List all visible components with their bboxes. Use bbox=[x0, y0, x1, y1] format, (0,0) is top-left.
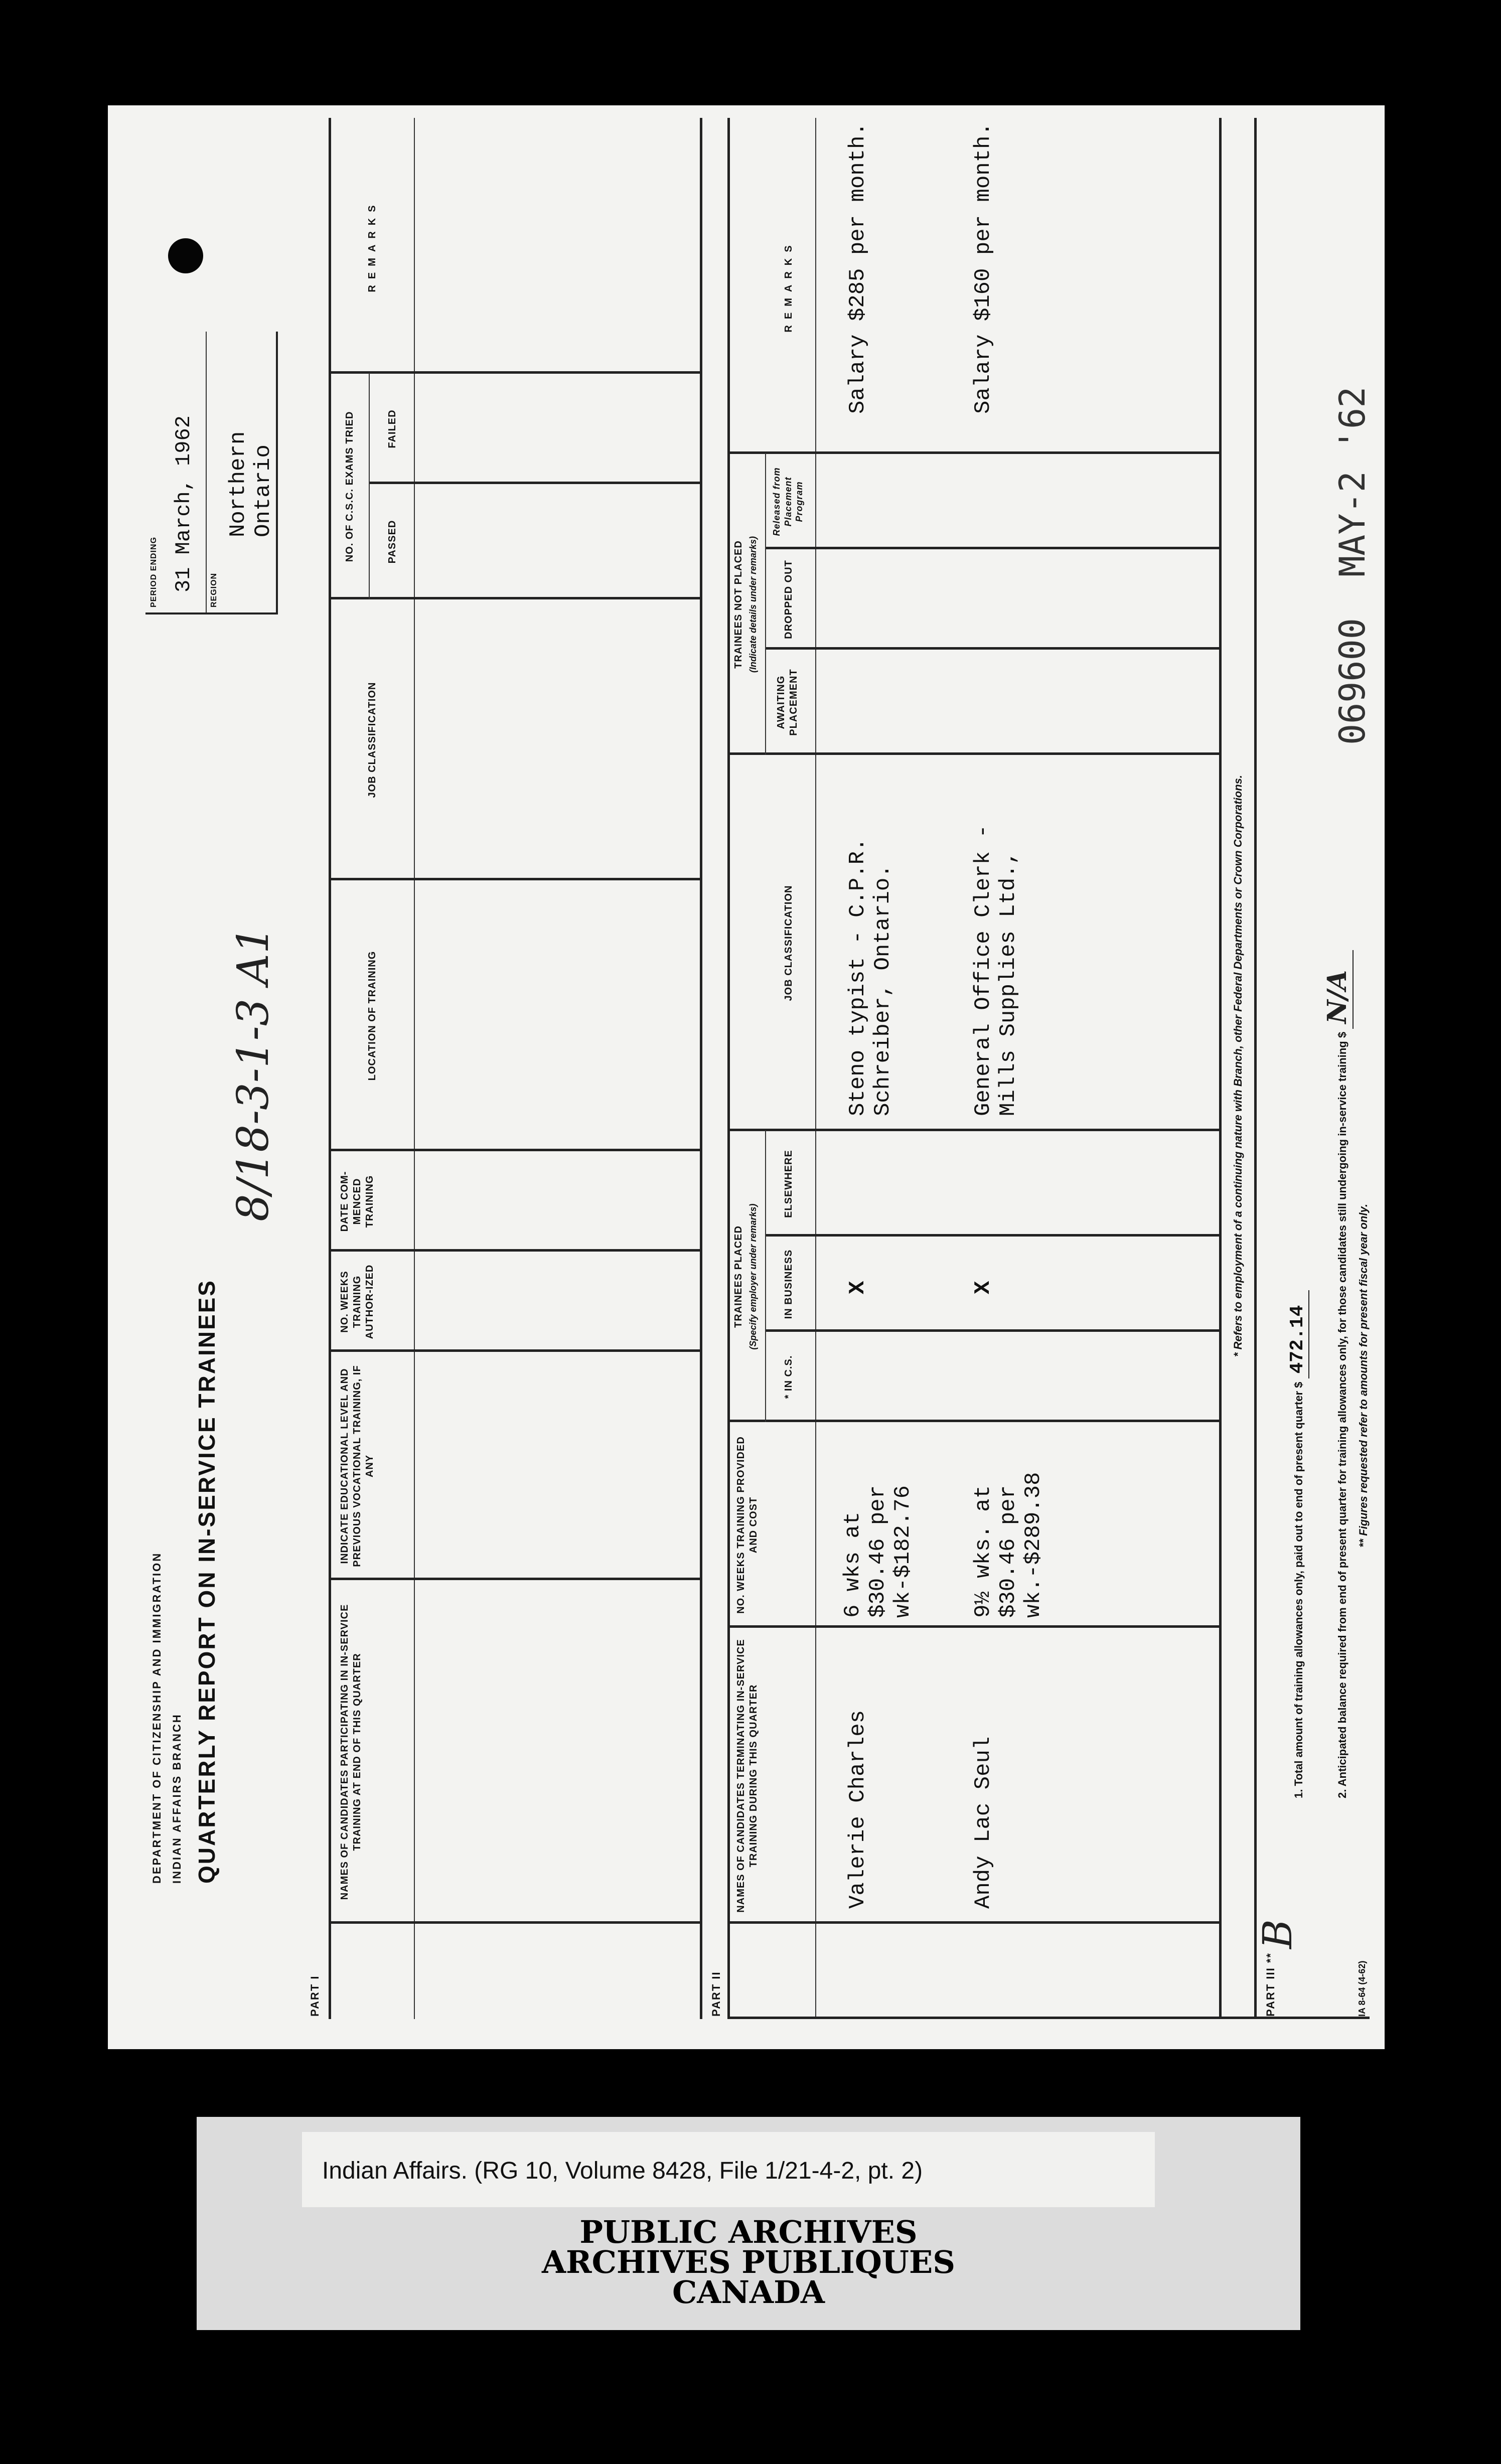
anticipated-balance-value: N/A bbox=[1322, 950, 1354, 1029]
part3-line1-text: 1. Total amount of training allowances only, paid out to end of present quarter $ bbox=[1292, 1381, 1305, 1798]
part1-date-header: DATE COM-MENCED TRAINING bbox=[339, 1171, 375, 1232]
trainee-name: Valerie Charles bbox=[845, 1710, 870, 1909]
file-annotation: 8/18-3-1-3 A1 bbox=[228, 926, 278, 1221]
part1-passed-header: PASSED bbox=[387, 520, 398, 564]
part2-in-business-header: IN BUSINESS bbox=[783, 1249, 794, 1319]
branch-name: INDIAN AFFAIRS BRANCH bbox=[171, 1713, 183, 1884]
part2-weeks-header: NO. WEEKS TRAINING PROVIDED AND COST bbox=[735, 1436, 759, 1614]
weeks-cost-line: wk-$182.76 bbox=[890, 1485, 916, 1618]
part2-dropped-header: DROPPED OUT bbox=[783, 560, 794, 639]
report-sheet bbox=[108, 105, 1385, 2049]
part1-weeks-header: NO. WEEKS TRAINING AUTHOR-IZED bbox=[339, 1264, 375, 1339]
part2-not-placed-header: TRAINEES NOT PLACED bbox=[733, 540, 744, 669]
in-business-mark: X bbox=[971, 1281, 996, 1294]
weeks-cost-line: 6 wks at bbox=[840, 1511, 865, 1618]
part2-label: PART II bbox=[710, 1971, 722, 2017]
in-business-mark: X bbox=[845, 1281, 870, 1294]
stamp-number: 069600 bbox=[1332, 618, 1373, 745]
part2-in-cs-header: * IN C.S. bbox=[783, 1355, 794, 1399]
part2-awaiting-header: AWAITING PLACEMENT bbox=[776, 669, 799, 736]
department-name: DEPARTMENT OF CITIZENSHIP AND IMMIGRATION bbox=[151, 1552, 163, 1884]
weeks-cost-line: wk.-$289.38 bbox=[1021, 1472, 1046, 1618]
part2-placed-header: TRAINEES PLACED bbox=[733, 1225, 744, 1328]
part2-job-header: JOB CLASSIFICATION bbox=[783, 885, 794, 1001]
received-stamp bbox=[1332, 387, 1373, 745]
part2-remarks-header: REMARKS bbox=[783, 239, 794, 333]
archives-line2: ARCHIVES PUBLIQUES bbox=[541, 2244, 956, 2280]
public-archives-stamp bbox=[197, 2214, 1300, 2311]
part2-not-placed-note: (Indicate details under remarks) bbox=[748, 536, 758, 673]
trainee-remarks: Salary $285 per month. bbox=[845, 122, 870, 414]
part2-elsewhere-header: ELSEWHERE bbox=[783, 1150, 794, 1218]
stamp-date: MAY-2 '62 bbox=[1332, 386, 1373, 577]
rotated-form bbox=[108, 105, 1385, 2049]
part1-names-header: NAMES OF CANDIDATES PARTICIPATING IN IN-SERVICE TRAINING AT END OF THIS QUARTER bbox=[339, 1604, 363, 1900]
trainee-job bbox=[971, 825, 1021, 1116]
trainee-job bbox=[845, 838, 895, 1117]
job-line: General Office Clerk - bbox=[971, 825, 996, 1116]
job-line: Mills Supplies Ltd., bbox=[996, 851, 1021, 1116]
part3-label: PART III ** bbox=[1264, 1952, 1277, 2017]
form-number: IA 8-64 (4-62) bbox=[1357, 1960, 1367, 2017]
period-ending-value: 31 March, 1962 bbox=[172, 415, 196, 592]
job-line: Schreiber, Ontario. bbox=[870, 864, 895, 1116]
part1-job-header: JOB CLASSIFICATION bbox=[367, 682, 378, 798]
trainee-weeks-cost bbox=[971, 1472, 1046, 1618]
region-label: REGION bbox=[210, 572, 218, 607]
weeks-cost-line: $30.46 per bbox=[865, 1485, 890, 1618]
trainee-weeks-cost bbox=[840, 1485, 916, 1618]
part1-remarks-header: REMARKS bbox=[367, 199, 378, 292]
part1-csc-header: NO. OF C.S.C. EXAMS TRIED bbox=[344, 411, 355, 562]
part1-failed-header: FAILED bbox=[387, 409, 398, 448]
trainee-remarks: Salary $160 per month. bbox=[971, 122, 996, 414]
part1-label: PART I bbox=[309, 1975, 321, 2017]
job-line: Steno typist - C.P.R. bbox=[845, 838, 870, 1116]
report-title: QUARTERLY REPORT ON IN-SERVICE TRAINEES bbox=[194, 1279, 220, 1884]
part1-education-header: INDICATE EDUCATIONAL LEVEL AND PREVIOUS VOCATIONAL TRAINING, IF ANY bbox=[339, 1365, 375, 1567]
region-value: Northern Ontario bbox=[226, 431, 276, 537]
archives-line1: PUBLIC ARCHIVES bbox=[579, 2214, 918, 2250]
punch-hole bbox=[168, 238, 203, 273]
part2-placed-note: (Specify employer under remarks) bbox=[748, 1203, 758, 1350]
part1-location-header: LOCATION OF TRAINING bbox=[367, 951, 378, 1081]
part3-note: ** Figures requested refer to amounts for present fiscal year only. bbox=[1357, 1203, 1370, 1548]
initial-mark: B bbox=[1254, 1919, 1301, 1949]
part2-released-header: Released from Placement Program bbox=[772, 467, 804, 536]
period-region-box bbox=[145, 332, 278, 614]
period-ending-label: PERIOD ENDING bbox=[149, 536, 158, 607]
weeks-cost-line: 9½ wks. at bbox=[971, 1485, 996, 1618]
archives-line3: CANADA bbox=[672, 2274, 825, 2311]
trainee-name: Andy Lac Seul bbox=[971, 1736, 996, 1909]
weeks-cost-line: $30.46 per bbox=[996, 1485, 1021, 1618]
part3-line1 bbox=[1287, 1290, 1308, 1798]
archive-reference-strip bbox=[302, 2132, 1155, 2207]
footnote: * Refers to employment of a continuing nature with Branch, other Federal Departments or Crown Corporations. bbox=[1232, 775, 1244, 1357]
archive-label-card bbox=[197, 2117, 1300, 2330]
archive-reference: Indian Affairs. (RG 10, Volume 8428, File 1/21-4-2, pt. 2) bbox=[322, 2158, 923, 2184]
part3-line2-text: 2. Anticipated balance required from end of present quarter for training allowances only, for those candidates still undergoing in-service training $ bbox=[1336, 1031, 1348, 1798]
part3-line2 bbox=[1322, 950, 1353, 1798]
part2-names-header: NAMES OF CANDIDATES TERMINATING IN-SERVICE TRAINING DURING THIS QUARTER bbox=[735, 1639, 759, 1913]
total-allowances-value: 472.14 bbox=[1287, 1290, 1309, 1379]
